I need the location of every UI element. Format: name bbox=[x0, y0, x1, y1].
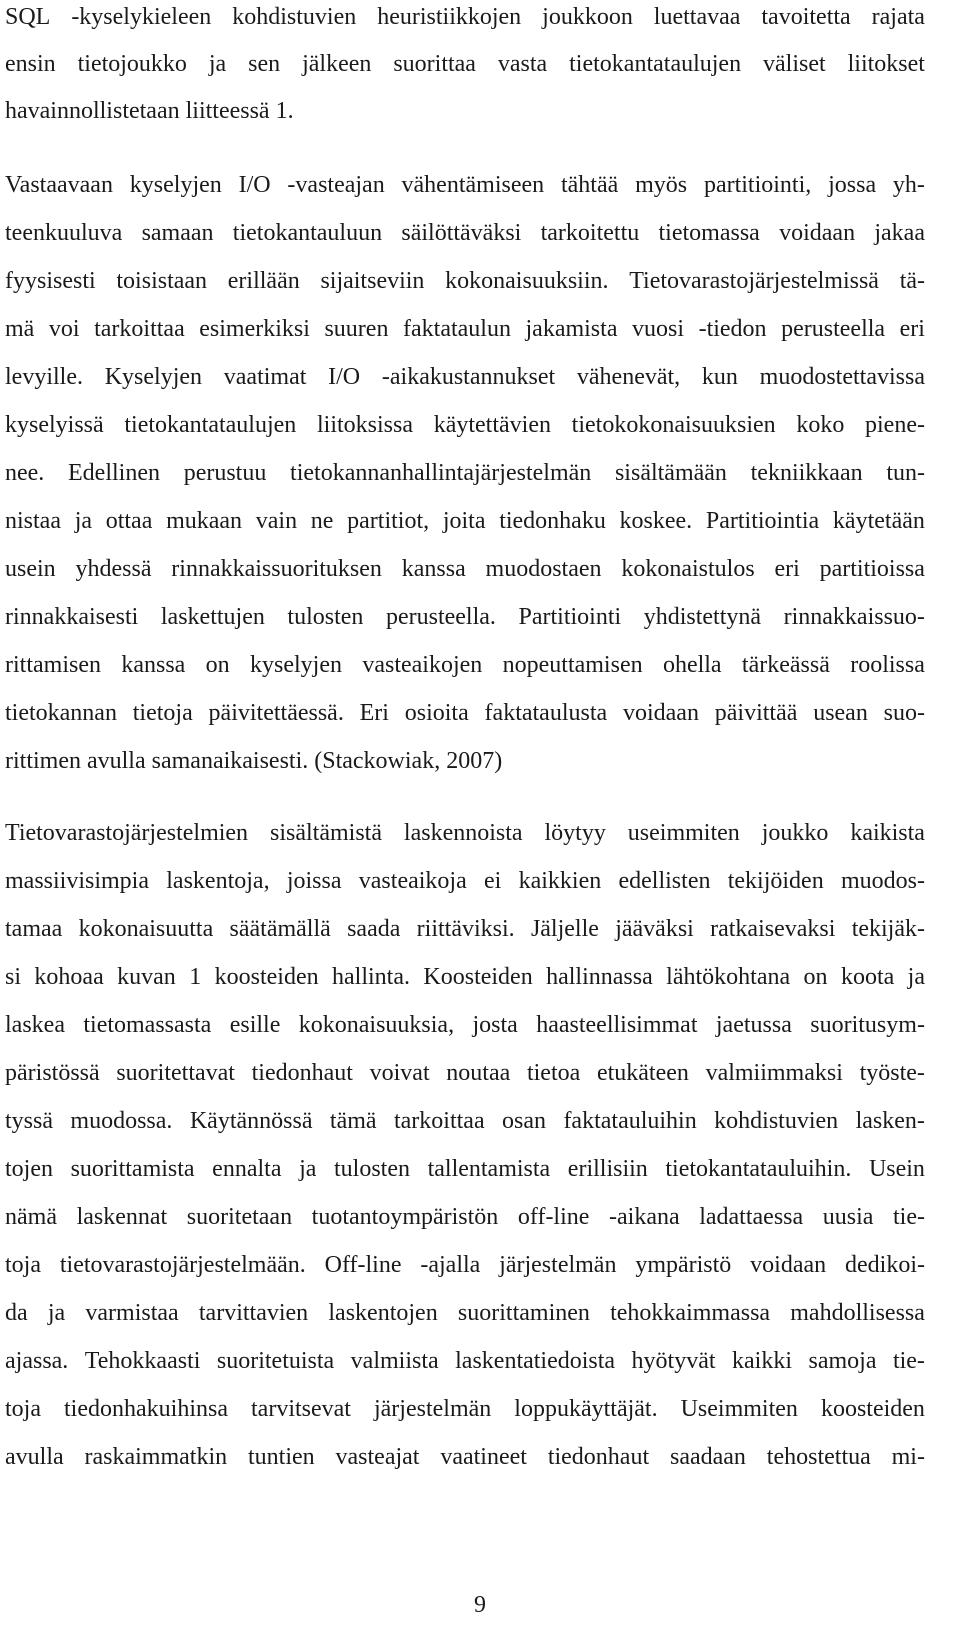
word: vain bbox=[255, 508, 298, 534]
word: valmiista bbox=[350, 1348, 439, 1374]
word: tekijöiden bbox=[727, 868, 824, 894]
word: tun- bbox=[886, 460, 925, 486]
word: roolissa bbox=[850, 652, 925, 678]
word: toja bbox=[5, 1396, 41, 1422]
word: tiedonhaut bbox=[251, 1060, 353, 1086]
word: sisältämään bbox=[614, 460, 727, 486]
word: tärkeässä bbox=[741, 652, 830, 678]
word: esimerkiksi bbox=[199, 316, 310, 342]
word: suoritetuista bbox=[216, 1348, 335, 1374]
word: ratkaisevaksi bbox=[710, 916, 836, 942]
word: rinnakkaissuorituksen bbox=[171, 556, 382, 582]
word: tietomassa bbox=[658, 220, 760, 246]
word: tekijäk- bbox=[851, 916, 925, 942]
word: laskentoja, bbox=[166, 868, 270, 894]
word: Tietovarastojärjestelmissä bbox=[629, 268, 879, 294]
word: Usein bbox=[868, 1156, 925, 1182]
word: vasteajat bbox=[335, 1444, 420, 1470]
word: laskea bbox=[5, 1012, 65, 1038]
text-line bbox=[5, 1442, 925, 1472]
word: faktataulusta bbox=[484, 700, 608, 726]
word: kohoaa bbox=[34, 964, 104, 990]
word: päivitettäessä. bbox=[208, 700, 344, 726]
word: kaikkien bbox=[518, 868, 602, 894]
word: jakaa bbox=[874, 220, 925, 246]
word: Edellinen bbox=[68, 460, 160, 486]
word: koota bbox=[840, 964, 895, 990]
word: rinnakkaissuo- bbox=[783, 604, 925, 630]
word: toja bbox=[5, 1252, 41, 1278]
word: suoritetaan bbox=[186, 1204, 293, 1230]
word: esille bbox=[229, 1012, 281, 1038]
word: tojen bbox=[5, 1156, 53, 1182]
word: useimmiten bbox=[627, 820, 740, 846]
word: päivittää bbox=[714, 700, 798, 726]
word: joukkoon bbox=[542, 4, 633, 30]
word: tietokantatauluihin. bbox=[665, 1156, 852, 1182]
word: mä bbox=[5, 316, 35, 342]
word: kokonaisuuksia, bbox=[298, 1012, 455, 1038]
text-line bbox=[5, 602, 925, 632]
word: vähenevät, bbox=[576, 364, 681, 390]
word: rinnakkaisesti bbox=[5, 604, 139, 630]
word: muodos- bbox=[840, 868, 925, 894]
word: ennalta bbox=[212, 1156, 282, 1182]
word: käytetään bbox=[832, 508, 925, 534]
word: raskaimmatkin bbox=[84, 1444, 228, 1470]
word: koosteiden bbox=[214, 964, 319, 990]
word: piene- bbox=[865, 412, 925, 438]
word: suo- bbox=[883, 700, 925, 726]
word: tuotantoympäristön bbox=[311, 1204, 499, 1230]
word: tiedonhakuihinsa bbox=[64, 1396, 228, 1422]
word: -tiedon bbox=[698, 316, 767, 342]
word: ei bbox=[484, 868, 502, 894]
text-line bbox=[5, 1010, 925, 1040]
word: suuren bbox=[324, 316, 389, 342]
text-line bbox=[5, 266, 925, 296]
word: tietovarastojärjestelmään. bbox=[59, 1252, 306, 1278]
word: off-line bbox=[517, 1204, 590, 1230]
word: on bbox=[205, 652, 230, 678]
word: koko bbox=[796, 412, 845, 438]
word: Käytännössä bbox=[189, 1108, 313, 1134]
word: ja bbox=[47, 1300, 66, 1326]
word: kokonaisuutta bbox=[78, 916, 214, 942]
word: säätämällä bbox=[229, 916, 331, 942]
word: liitokset bbox=[847, 51, 925, 77]
word: -ajalla bbox=[420, 1252, 481, 1278]
text-line bbox=[5, 506, 925, 536]
word: 1 bbox=[189, 964, 202, 990]
word: I/O bbox=[238, 172, 271, 198]
word: suorittaminen bbox=[457, 1300, 590, 1326]
text-line bbox=[5, 2, 925, 32]
word: lähtökohtana bbox=[666, 964, 791, 990]
word: tä- bbox=[899, 268, 925, 294]
word: nee. bbox=[5, 460, 45, 486]
word: tietokokonaisuuksien bbox=[571, 412, 776, 438]
word: kohdistuvien bbox=[232, 4, 357, 30]
word: tehostettua bbox=[766, 1444, 871, 1470]
word: nopeuttamisen bbox=[502, 652, 643, 678]
word: joita bbox=[442, 508, 486, 534]
word: käytettävien bbox=[433, 412, 551, 438]
word: tamaa bbox=[5, 916, 63, 942]
word: sisältämistä bbox=[270, 820, 382, 846]
word: kyselyjen bbox=[250, 652, 342, 678]
text-line bbox=[5, 314, 925, 344]
word: tarvittavien bbox=[198, 1300, 309, 1326]
word: tarkoittaa bbox=[393, 1108, 485, 1134]
text-line bbox=[5, 458, 925, 488]
word: Kyselyjen bbox=[104, 364, 203, 390]
word: tietokantataulujen bbox=[124, 412, 297, 438]
word: yhdistettynä bbox=[643, 604, 762, 630]
text-line bbox=[5, 410, 925, 440]
word: tallentamista bbox=[427, 1156, 551, 1182]
word: laskentatiedoista bbox=[455, 1348, 616, 1374]
word: kanssa bbox=[121, 652, 186, 678]
word: Tehokkaasti bbox=[84, 1348, 201, 1374]
word: joukko bbox=[761, 820, 829, 846]
text-line bbox=[5, 650, 925, 680]
word: SQL bbox=[5, 4, 51, 30]
word: tyssä bbox=[5, 1108, 53, 1134]
word: järjestelmän bbox=[499, 1252, 617, 1278]
word: liitoksissa bbox=[316, 412, 413, 438]
word: I/O bbox=[328, 364, 361, 390]
word: tietokantauluun bbox=[232, 220, 383, 246]
word: si bbox=[5, 964, 22, 990]
word: massiivisimpia bbox=[5, 868, 149, 894]
word: tähtää bbox=[560, 172, 619, 198]
word: tarkoittaa bbox=[94, 316, 185, 342]
word: jääväksi bbox=[615, 916, 694, 942]
word: partitioissa bbox=[819, 556, 925, 582]
word: -kyselykieleen bbox=[71, 4, 212, 30]
text-line: rittimen avulla samanaikaisesti. (Stackowiak, 2007) bbox=[5, 748, 503, 774]
word: partitiointi, bbox=[703, 172, 812, 198]
word: perusteella. bbox=[385, 604, 496, 630]
word: Partitiointi bbox=[518, 604, 622, 630]
word: haasteellisimmat bbox=[536, 1012, 698, 1038]
word: -aikakustannukset bbox=[381, 364, 556, 390]
word: luettavaa bbox=[653, 4, 741, 30]
word: nistaa bbox=[5, 508, 61, 534]
text-line bbox=[5, 1154, 925, 1184]
word: erillisiin bbox=[567, 1156, 648, 1182]
text-line bbox=[5, 218, 925, 248]
word: perustuu bbox=[183, 460, 267, 486]
word: tietomassasta bbox=[83, 1012, 212, 1038]
word: osan bbox=[502, 1108, 547, 1134]
word: vasta bbox=[497, 51, 548, 77]
word: kun bbox=[701, 364, 738, 390]
word: Partitiointia bbox=[705, 508, 820, 534]
word: ladattaessa bbox=[699, 1204, 804, 1230]
word: voidaan bbox=[779, 220, 856, 246]
word: usein bbox=[5, 556, 56, 582]
word: -vasteajan bbox=[287, 172, 385, 198]
word: sijaitseviin bbox=[320, 268, 425, 294]
word: tietokannan bbox=[5, 700, 117, 726]
word: lasken- bbox=[855, 1108, 925, 1134]
word: partitiot, bbox=[347, 508, 430, 534]
word: saada bbox=[347, 916, 401, 942]
word: levyille. bbox=[5, 364, 83, 390]
text-line bbox=[5, 1346, 925, 1376]
word: toisistaan bbox=[116, 268, 208, 294]
word: etukäteen bbox=[596, 1060, 689, 1086]
word: kaikista bbox=[850, 820, 925, 846]
word: väliset bbox=[763, 51, 826, 77]
word: tietokannanhallintajärjestelmän bbox=[290, 460, 592, 486]
word: perusteella bbox=[781, 316, 886, 342]
word: eri bbox=[899, 316, 925, 342]
word: usean bbox=[813, 700, 868, 726]
word: da bbox=[5, 1300, 28, 1326]
text-line bbox=[5, 1106, 925, 1136]
word: ja bbox=[907, 964, 925, 990]
word: suoritusym- bbox=[810, 1012, 925, 1038]
word: jossa bbox=[828, 172, 877, 198]
word: teenkuuluva bbox=[5, 220, 123, 246]
word: faktataulun bbox=[403, 316, 511, 342]
word: ohella bbox=[662, 652, 722, 678]
word: riittäviksi. bbox=[416, 916, 515, 942]
word: saadaan bbox=[669, 1444, 746, 1470]
word: osioita bbox=[404, 700, 469, 726]
word: kokonaistulos bbox=[621, 556, 755, 582]
text-line bbox=[5, 170, 925, 200]
word: laskentojen bbox=[328, 1300, 438, 1326]
text-line bbox=[5, 1298, 925, 1328]
word: löytyy bbox=[544, 820, 606, 846]
word: rajata bbox=[871, 4, 925, 30]
word: ympäristö bbox=[635, 1252, 732, 1278]
word: vaatimat bbox=[223, 364, 307, 390]
word: kokonaisuuksiin. bbox=[445, 268, 609, 294]
word: tietoa bbox=[526, 1060, 581, 1086]
word: tuntien bbox=[248, 1444, 315, 1470]
word: on bbox=[803, 964, 828, 990]
word: joissa bbox=[286, 868, 342, 894]
word: järjestelmän bbox=[373, 1396, 492, 1422]
word: laskennoista bbox=[403, 820, 523, 846]
word: tulosten bbox=[287, 604, 364, 630]
word: hallinnassa bbox=[546, 964, 653, 990]
word: tämä bbox=[329, 1108, 377, 1134]
word: rittamisen bbox=[5, 652, 101, 678]
word: tavoitetta bbox=[761, 4, 851, 30]
word: vasteaikojen bbox=[362, 652, 483, 678]
word: kanssa bbox=[401, 556, 466, 582]
word: tie- bbox=[892, 1348, 925, 1374]
word: jakamista bbox=[525, 316, 618, 342]
word: suoritettavat bbox=[116, 1060, 235, 1086]
text-line bbox=[5, 1202, 925, 1232]
word: Eri bbox=[359, 700, 389, 726]
word: edellisten bbox=[618, 868, 711, 894]
word: loppukäyttäjät. bbox=[514, 1396, 658, 1422]
word: noutaa bbox=[446, 1060, 511, 1086]
word: samaan bbox=[141, 220, 214, 246]
text-line: havainnollistetaan liitteessä 1. bbox=[5, 98, 294, 124]
word: tarkoitettu bbox=[540, 220, 640, 246]
word: Vastaavaan bbox=[5, 172, 113, 198]
word: tehokkaimmassa bbox=[610, 1300, 771, 1326]
word: yh- bbox=[892, 172, 925, 198]
word: Koosteiden bbox=[423, 964, 533, 990]
word: dedikoi- bbox=[845, 1252, 925, 1278]
word: voi bbox=[48, 316, 80, 342]
word: kohdistuvien bbox=[714, 1108, 839, 1134]
word: -aikana bbox=[609, 1204, 680, 1230]
word: mukaan bbox=[166, 508, 243, 534]
word: ja bbox=[299, 1156, 317, 1182]
word: Off-line bbox=[324, 1252, 402, 1278]
text-line bbox=[5, 914, 925, 944]
word: heuristiikkojen bbox=[377, 4, 522, 30]
word: ja bbox=[74, 508, 93, 534]
word: erillään bbox=[227, 268, 300, 294]
page-number: 9 bbox=[474, 1592, 486, 1618]
text-line bbox=[5, 1250, 925, 1280]
word: ajassa. bbox=[5, 1348, 69, 1374]
word: josta bbox=[472, 1012, 518, 1038]
word: päristössä bbox=[5, 1060, 100, 1086]
word: valmiimmaksi bbox=[705, 1060, 843, 1086]
text-line bbox=[5, 818, 925, 848]
word: muodostettavissa bbox=[759, 364, 925, 390]
word: fyysisesti bbox=[5, 268, 96, 294]
word: nämä bbox=[5, 1204, 57, 1230]
text-line bbox=[5, 554, 925, 584]
word: tiedonhaku bbox=[499, 508, 606, 534]
word: säilöttäväksi bbox=[401, 220, 522, 246]
word: hallinta. bbox=[332, 964, 410, 990]
word: Jäljelle bbox=[530, 916, 599, 942]
word: voivat bbox=[369, 1060, 430, 1086]
word: samoja bbox=[808, 1348, 877, 1374]
word: voidaan bbox=[622, 700, 699, 726]
word: työste- bbox=[859, 1060, 925, 1086]
word: kyselyjen bbox=[129, 172, 222, 198]
word: jaetussa bbox=[715, 1012, 792, 1038]
word: eri bbox=[774, 556, 800, 582]
text-line bbox=[5, 1394, 925, 1424]
word: tietokantataulujen bbox=[569, 51, 742, 77]
word: hyötyvät bbox=[631, 1348, 716, 1374]
word: voidaan bbox=[750, 1252, 827, 1278]
word: tietojoukko bbox=[77, 51, 187, 77]
word: tie- bbox=[892, 1204, 925, 1230]
word: ne bbox=[310, 508, 334, 534]
word: tekniikkaan bbox=[750, 460, 863, 486]
word: tietoja bbox=[132, 700, 193, 726]
word: mi- bbox=[891, 1444, 925, 1470]
word: tarvitsevat bbox=[251, 1396, 351, 1422]
word: vasteaikoja bbox=[358, 868, 467, 894]
word: laskettujen bbox=[160, 604, 265, 630]
word: ensin bbox=[5, 51, 56, 77]
word: suorittamista bbox=[70, 1156, 195, 1182]
text-line bbox=[5, 49, 925, 79]
word: uusia bbox=[822, 1204, 874, 1230]
text-line bbox=[5, 698, 925, 728]
word: muodostaen bbox=[485, 556, 602, 582]
word: koosteiden bbox=[820, 1396, 925, 1422]
word: yhdessä bbox=[75, 556, 152, 582]
word: vaatineet bbox=[440, 1444, 527, 1470]
text-line bbox=[5, 962, 925, 992]
word: Tietovarastojärjestelmien bbox=[5, 820, 249, 846]
word: vuosi bbox=[632, 316, 685, 342]
word: Useimmiten bbox=[680, 1396, 798, 1422]
word: ja bbox=[208, 51, 227, 77]
word: avulla bbox=[5, 1444, 64, 1470]
word: muodossa. bbox=[70, 1108, 173, 1134]
word: jälkeen bbox=[302, 51, 372, 77]
text-line bbox=[5, 362, 925, 392]
word: sen bbox=[248, 51, 281, 77]
word: kuvan bbox=[117, 964, 176, 990]
word: vähentämiseen bbox=[401, 172, 545, 198]
word: kaikki bbox=[732, 1348, 793, 1374]
word: koskee. bbox=[619, 508, 693, 534]
word: laskennat bbox=[76, 1204, 168, 1230]
word: suorittaa bbox=[393, 51, 476, 77]
word: kyselyissä bbox=[5, 412, 104, 438]
word: ottaa bbox=[105, 508, 153, 534]
text-line bbox=[5, 866, 925, 896]
text-line bbox=[5, 1058, 925, 1088]
word: mahdollisessa bbox=[790, 1300, 925, 1326]
word: tulosten bbox=[333, 1156, 410, 1182]
word: faktatauluihin bbox=[563, 1108, 697, 1134]
word: tiedonhaut bbox=[547, 1444, 650, 1470]
word: varmistaa bbox=[85, 1300, 179, 1326]
word: myös bbox=[635, 172, 688, 198]
